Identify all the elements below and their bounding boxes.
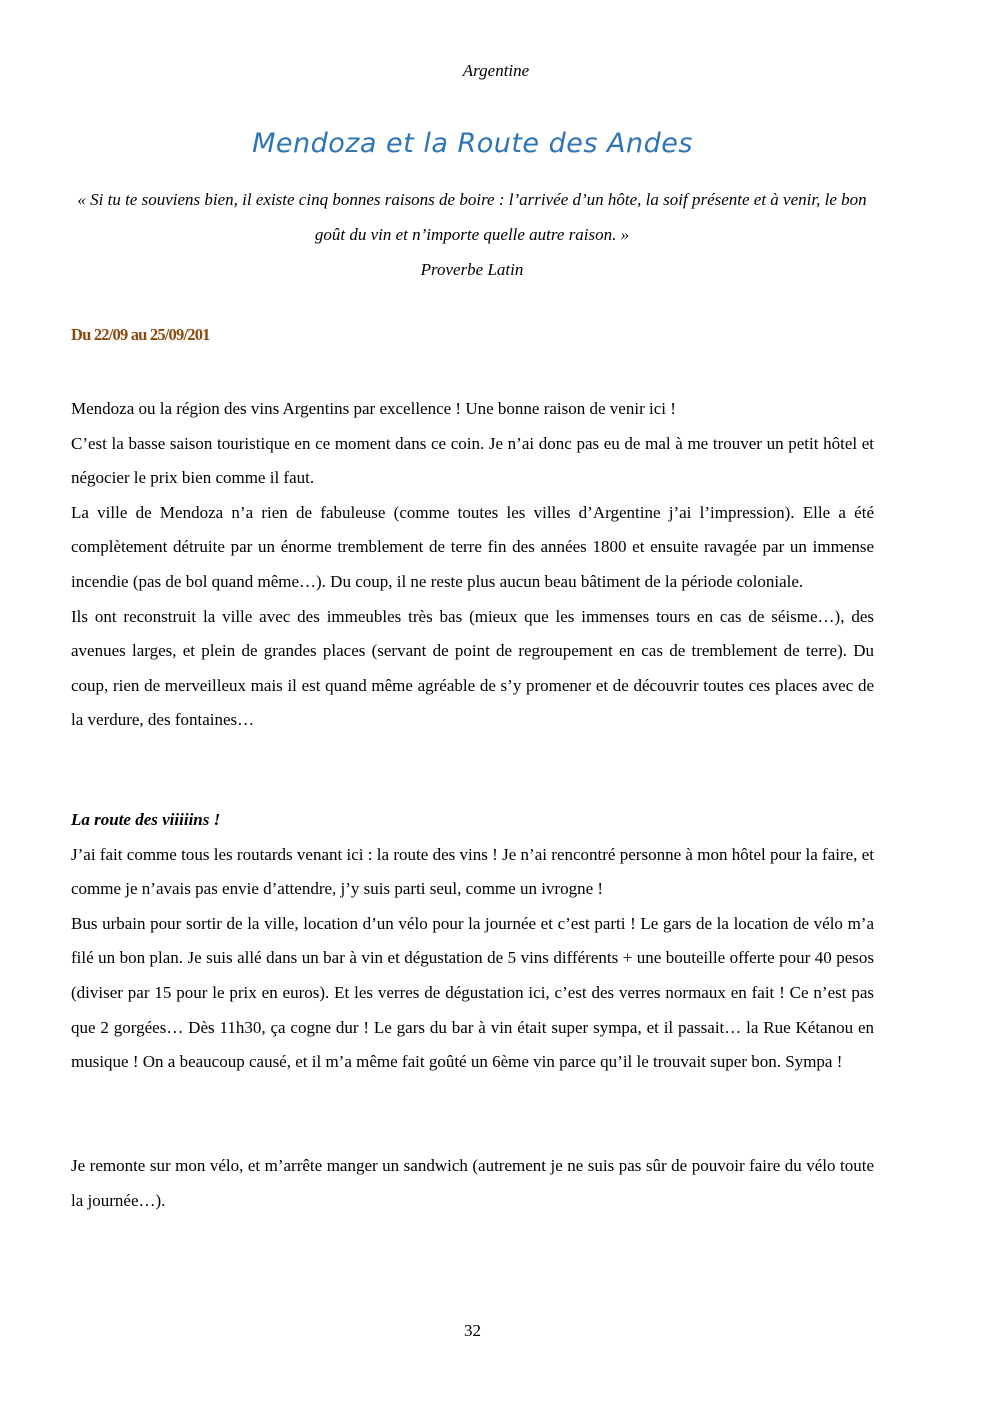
page-number: 32 <box>464 1321 481 1340</box>
paragraph: Je remonte sur mon vélo, et m’arrête manger un sandwich (autrement je ne suis pas sûr de pouvoir faire du vélo toute la journée…). <box>71 1156 874 1210</box>
paragraph: J’ai fait comme tous les routards venant ici : la route des vins ! Je n’ai rencontré personne à mon hôtel pour la faire, et comme je n’avais pas envie d’attendre, j’y suis parti seul, comme un ivrogne ! <box>71 844 874 899</box>
paragraph: Bus urbain pour sortir de la ville, location d’un vélo pour la journée et c’est parti ! Le gars de la location de vélo m’a filé un bon plan. Je suis allé dans un bar à vin et dégustation de 5 vins différents + une bouteille offerte pour 40 pesos (diviser par 15 pour le prix en euros). Et les verres de dégustation ici, c’est des verres normaux en fait ! Ce n’est pas que 2 gorgées… Dès 11h30, ça cogne dur ! Le gars du bar à vin était super sympa, et il passait… la Rue Kétanou en musique ! On a beaucoup causé, et il m’a même fait goûté un 6ème vin parce qu’il le trouvait super bon. Sympa ! <box>71 913 874 1072</box>
epigraph-quote: « Si tu te souviens bien, il existe cinq bonnes raisons de boire : l’arrivée d’un hôte, la soif présente et à venir, le bon goût du vin et n’importe quelle autre raison. » <box>77 190 867 244</box>
epigraph-attribution: Proverbe Latin <box>420 260 524 279</box>
chapter-title: Mendoza et la Route des Andes <box>252 128 693 159</box>
paragraph: La ville de Mendoza n’a rien de fabuleuse (comme toutes les villes d’Argentine j’ai l’impression). Elle a été complètement détruite par un énorme tremblement de terre fin des années 1800 et ensuite ravagée par un immense incendie (pas de bol quand même…). Du coup, il ne reste plus aucun beau bâtiment de la période coloniale. <box>71 502 874 591</box>
section-closing <box>71 1149 874 1218</box>
section-wine-route <box>71 803 874 1080</box>
epigraph <box>62 182 882 287</box>
section-subtitle: La route des viiiiins ! <box>71 810 221 829</box>
paragraph: Mendoza ou la région des vins Argentins par excellence ! Une bonne raison de venir ici ! <box>71 399 676 418</box>
date-range: Du 22/09 au 25/09/201 <box>71 325 210 344</box>
section-intro <box>71 392 874 738</box>
paragraph: Ils ont reconstruit la ville avec des immeubles très bas (mieux que les immenses tours en cas de séisme…), des avenues larges, et plein de grandes places (servant de point de regroupement en cas de tremblement de terre). Du coup, rien de merveilleux mais il est quand même agréable de s’y promener et de découvrir toutes ces places avec de la verdure, des fontaines… <box>71 606 874 730</box>
running-header: Argentine <box>462 61 530 80</box>
paragraph: C’est la basse saison touristique en ce moment dans ce coin. Je n’ai donc pas eu de mal à me trouver un petit hôtel et négocier le prix bien comme il faut. <box>71 433 874 488</box>
